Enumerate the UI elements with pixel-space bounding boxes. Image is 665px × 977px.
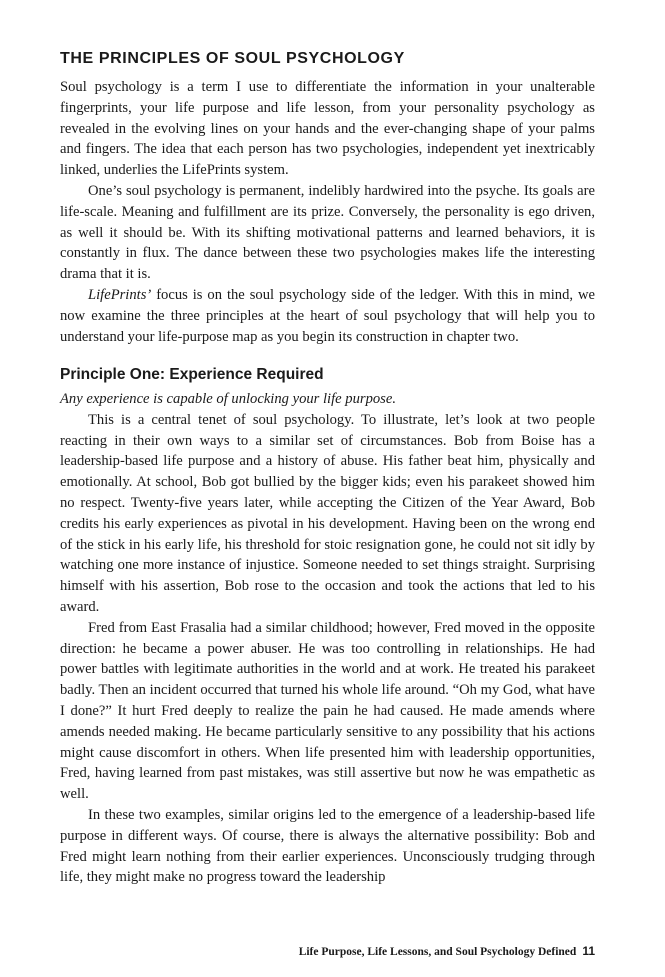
body-paragraph: Soul psychology is a term I use to differentiate the information in your unalterable fingerprints, your life purpose and life lesson, from your personality psychology as revealed in the evolving lines on your hands and the ever-changing shape of your palms and fingers. The idea that each person has two psychologies, independent yet inextricably linked, underlies the LifePrints system. <box>60 79 595 179</box>
page-footer <box>299 944 595 958</box>
body-paragraph: One’s soul psychology is permanent, indelibly hardwired into the psyche. Its goals are life-scale. Meaning and fulfillment are its prize. Conversely, the personality is ego driven, as well it should be. With its shifting motivational patterns and learned behaviors, it is constantly in flux. The dance between these two psychologies makes life the interesting drama that it is. <box>60 182 595 283</box>
principle-epigraph: Any experience is capable of unlocking your life purpose. <box>60 391 396 407</box>
body-paragraph <box>60 285 595 347</box>
principle-heading: Principle One: Experience Required <box>60 366 324 383</box>
running-title: Life Purpose, Life Lessons, and Soul Psychology Defined <box>298 946 577 958</box>
paragraph-text: focus is on the soul psychology side of the ledger. With this in mind, we now examine the three principles at the heart of soul psychology that will help you to understand your life-purpose map as you begin its construction in chapter two. <box>60 286 595 345</box>
book-title-italic: LifePrints’ <box>88 286 152 303</box>
body-paragraph: This is a central tenet of soul psychology. To illustrate, let’s look at two people reacting in their own ways to a similar set of circumstances. Bob from Boise has a leadership-based life purpose and a history of abuse. His father beat him, physically and emotionally. At school, Bob got bullied by the bigger kids; even his parakeet showed him no respect. Twenty-five years later, while accepting the Citizen of the Year Award, Bob credits his early experiences as pivotal in his development. Having been on the wrong end of the stick in his early life, his threshold for stoic resignation gone, he could not sit idly by watching one more instance of injustice. Someone needed to set things straight. Surprising himself with his assertion, Bob rose to the occasion and took the actions that led to his award. <box>60 411 595 615</box>
body-paragraph: In these two examples, similar origins led to the emergence of a leadership-based life purpose in different ways. Of course, there is always the alternative possibility: Bob and Fred might learn nothing from their earlier experiences. Unconsciously trudging through life, they might make no progress toward the leadership <box>60 806 595 886</box>
section-heading: THE PRINCIPLES OF SOUL PSYCHOLOGY <box>60 50 405 67</box>
intro-section <box>60 77 595 347</box>
page-number: 11 <box>582 944 595 958</box>
body-paragraph: Fred from East Frasalia had a similar childhood; however, Fred moved in the opposite direction: he became a power abuser. He was too controlling in relationships. He had power battles with legitimate authorities in the world and at work. He treated his parakeet badly. Then an incident occurred that turned his whole life around. “Oh my God, what have I done?” It hurt Fred deeply to realize the pain he had caused. He made amends where amends needed making. He became particularly sensitive to any possibility that his actions might cause discomfort in others. When life presented him with leadership opportunities, Fred, having learned from past mistakes, was still assertive but now he was empathetic as well. <box>60 619 595 803</box>
principle-section <box>60 347 595 888</box>
